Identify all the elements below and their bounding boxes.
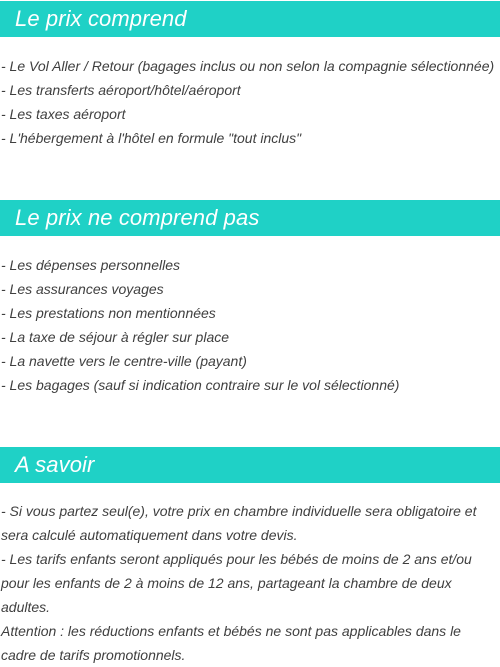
- good-to-know-text: [1, 499, 497, 667]
- section-header-good-to-know: [0, 447, 500, 483]
- section-title-good-to-know: A savoir: [15, 452, 95, 477]
- list-item: - Les taxes aéroport: [1, 106, 126, 122]
- list-item: - La taxe de séjour à régler sur place: [1, 329, 230, 345]
- list-item: - Les dépenses personnelles: [1, 257, 181, 273]
- info-paragraph-child-rates: - Les tarifs enfants seront appliqués pour les bébés de moins de 2 ans et/ou pour les enfants de 2 à moins de 12 ans, partageant la chambre de deux adultes.: [1, 551, 472, 615]
- list-item: - Les transferts aéroport/hôtel/aéroport: [1, 82, 241, 98]
- list-item: - Le Vol Aller / Retour (bagages inclus ou non selon la compagnie sélectionnée): [1, 58, 495, 74]
- included-list: [1, 54, 499, 150]
- section-header-not-included: [0, 200, 500, 236]
- section-title-not-included: Le prix ne comprend pas: [15, 205, 260, 230]
- info-paragraph-single-room: - Si vous partez seul(e), votre prix en chambre individuelle sera obligatoire et sera calculé automatiquement dans votre devis.: [1, 503, 477, 543]
- section-header-included: [0, 1, 500, 37]
- list-item: - L'hébergement à l'hôtel en formule "tout inclus": [1, 130, 302, 146]
- list-item: - Les bagages (sauf si indication contraire sur le vol sélectionné): [1, 377, 400, 393]
- section-title-included: Le prix comprend: [15, 6, 187, 31]
- list-item: - Les assurances voyages: [1, 281, 164, 297]
- list-item: - Les prestations non mentionnées: [1, 305, 216, 321]
- list-item: - La navette vers le centre-ville (payant): [1, 353, 247, 369]
- not-included-list: [1, 253, 499, 397]
- info-paragraph-attention: Attention : les réductions enfants et bébés ne sont pas applicables dans le cadre de tarifs promotionnels.: [1, 623, 461, 663]
